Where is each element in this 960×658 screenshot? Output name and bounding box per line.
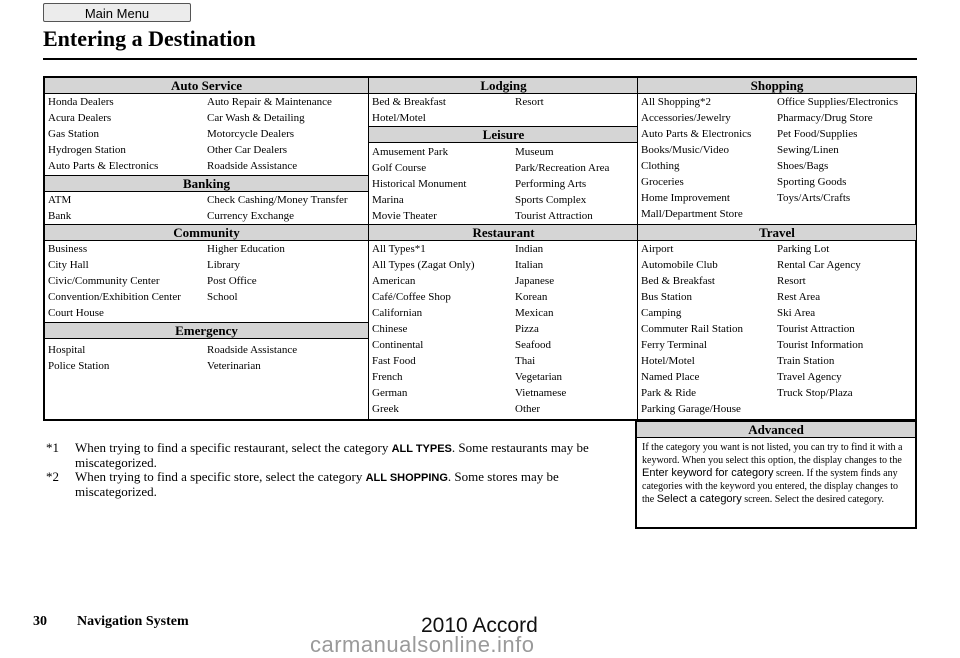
category-item: Resort: [777, 275, 806, 287]
footnote-text: . Some stores may be miscategorized.: [75, 469, 559, 499]
category-item: Hydrogen Station: [48, 144, 126, 156]
category-item: Veterinarian: [207, 360, 261, 372]
category-item: School: [207, 291, 238, 303]
category-item: Tourist Information: [777, 339, 864, 351]
header-banking: Banking: [45, 175, 368, 192]
category-item: Groceries: [641, 176, 684, 188]
category-item: Museum: [515, 146, 554, 158]
category-item: [204, 305, 368, 321]
category-item: Golf Course: [372, 162, 427, 174]
category-table: [43, 76, 917, 421]
category-item: Home Improvement: [641, 192, 730, 204]
category-item: Other Car Dealers: [207, 144, 288, 156]
category-item: All Shopping*2: [641, 96, 711, 108]
category-item: Bank: [48, 210, 72, 222]
category-item: [774, 401, 916, 417]
category-item: Fast Food: [372, 355, 416, 367]
category-item: Vietnamese: [515, 387, 567, 399]
header-travel: Travel: [638, 224, 916, 241]
footnote-text: . Some restaurants may be miscategorized.: [75, 440, 589, 470]
category-item: Ferry Terminal: [641, 339, 707, 351]
section-name: Navigation System: [77, 614, 189, 629]
category-item: Office Supplies/Electronics: [777, 96, 899, 108]
advanced-text-1: If the category you want is not listed, you can try to find it with a keyword. When you select this option, the display changes to the: [642, 442, 903, 466]
category-item: Ski Area: [777, 307, 816, 319]
category-item: City Hall: [48, 259, 89, 271]
footnote-text: When trying to find a specific store, select the category: [75, 469, 366, 484]
category-item: Post Office: [207, 275, 257, 287]
category-item: Motorcycle Dealers: [207, 128, 295, 140]
category-item: Resort: [515, 96, 544, 108]
category-item: Seafood: [515, 339, 552, 351]
category-item: [512, 110, 638, 126]
shopping-list: [638, 94, 916, 222]
advanced-box: [635, 421, 917, 529]
advanced-text-2: screen. If the system finds any categories with the keyword you entered, the display changes to the: [642, 468, 899, 505]
category-item: Named Place: [641, 371, 700, 383]
banking-list: [45, 192, 368, 224]
category-item: Honda Dealers: [48, 96, 114, 108]
category-item: Chinese: [372, 323, 408, 335]
leisure-list: [369, 144, 638, 224]
footnote-1: [46, 441, 634, 470]
header-auto-service: Auto Service: [45, 78, 368, 94]
category-item: Tourist Attraction: [777, 323, 855, 335]
category-item: Thai: [515, 355, 536, 367]
category-item: Vegetarian: [515, 371, 563, 383]
footnote-text: When trying to find a specific restaurant, select the category: [75, 440, 392, 455]
category-item: Airport: [641, 243, 674, 255]
category-item: [774, 206, 916, 222]
category-item: Accessories/Jewelry: [641, 112, 731, 124]
category-item: Pharmacy/Drug Store: [777, 112, 873, 124]
emergency-list: [45, 342, 368, 374]
category-item: Pizza: [515, 323, 539, 335]
category-item: German: [372, 387, 408, 399]
category-item: Civic/Community Center: [48, 275, 160, 287]
page-number: 30: [33, 614, 47, 629]
category-item: Car Wash & Detailing: [207, 112, 305, 124]
category-item: Business: [48, 243, 88, 255]
auto-service-list: [45, 94, 368, 174]
category-item: Japanese: [515, 275, 555, 287]
header-shopping: Shopping: [638, 78, 916, 94]
category-item: Rest Area: [777, 291, 821, 303]
category-item: Other: [515, 403, 541, 415]
community-list: [45, 241, 368, 321]
category-item: Hotel/Motel: [641, 355, 695, 367]
category-item: Police Station: [48, 360, 110, 372]
page-title: Entering a Destination: [43, 26, 256, 51]
category-item: Continental: [372, 339, 424, 351]
category-item: Hospital: [48, 344, 86, 356]
category-item: Hotel/Motel: [372, 112, 426, 124]
watermark-site: carmanualsonline.info: [310, 632, 535, 657]
category-item: Marina: [372, 194, 404, 206]
header-leisure: Leisure: [369, 126, 638, 143]
category-item: Truck Stop/Plaza: [777, 387, 853, 399]
advanced-text-3: screen. Select the desired category.: [741, 494, 885, 505]
footnote-marker: *2: [46, 469, 59, 484]
category-item: Sports Complex: [515, 194, 587, 206]
category-item: Sporting Goods: [777, 176, 847, 188]
category-item: Roadside Assistance: [207, 344, 298, 356]
category-item: All Types (Zagat Only): [372, 259, 475, 271]
category-item: Currency Exchange: [207, 210, 295, 222]
category-item: Gas Station: [48, 128, 100, 140]
category-item: Travel Agency: [777, 371, 842, 383]
category-item: Californian: [372, 307, 423, 319]
category-item: Tourist Attraction: [515, 210, 593, 222]
category-item: Check Cashing/Money Transfer: [207, 194, 348, 206]
header-advanced: Advanced: [637, 421, 915, 438]
column-1: [45, 78, 368, 419]
category-item: Italian: [515, 259, 544, 271]
category-item: Performing Arts: [515, 178, 587, 190]
footnotes: [46, 441, 634, 499]
category-item: Books/Music/Video: [641, 144, 729, 156]
category-item: Auto Parts & Electronics: [641, 128, 752, 140]
category-item: Indian: [515, 243, 544, 255]
column-2: [368, 78, 638, 419]
category-item: Historical Monument: [372, 178, 467, 190]
category-item: Korean: [515, 291, 548, 303]
category-item: Greek: [372, 403, 399, 415]
category-item: Amusement Park: [372, 146, 449, 158]
category-item: Camping: [641, 307, 682, 319]
category-item: Mall/Department Store: [641, 208, 743, 220]
travel-list: [638, 241, 916, 417]
main-menu-button[interactable]: Main Menu: [43, 3, 191, 22]
category-item: Court House: [48, 307, 104, 319]
category-item: Convention/Exhibition Center: [48, 291, 181, 303]
category-item: Auto Repair & Maintenance: [207, 96, 332, 108]
advanced-keyword-screen: Enter keyword for category: [642, 467, 774, 479]
category-item: American: [372, 275, 416, 287]
category-item: Rental Car Agency: [777, 259, 861, 271]
category-item: Bed & Breakfast: [372, 96, 446, 108]
footnote-keyword: ALL SHOPPING: [365, 472, 448, 484]
category-item: Parking Lot: [777, 243, 830, 255]
category-item: Shoes/Bags: [777, 160, 829, 172]
category-item: Bus Station: [641, 291, 693, 303]
category-item: Bed & Breakfast: [641, 275, 715, 287]
header-lodging: Lodging: [369, 78, 638, 94]
footnote-2: [46, 470, 634, 499]
category-item: French: [372, 371, 403, 383]
category-item: Clothing: [641, 160, 680, 172]
header-restaurant: Restaurant: [369, 224, 638, 241]
category-item: Commuter Rail Station: [641, 323, 744, 335]
category-item: Acura Dealers: [48, 112, 112, 124]
category-item: Mexican: [515, 307, 554, 319]
category-item: Library: [207, 259, 240, 271]
category-item: Auto Parts & Electronics: [48, 160, 159, 172]
category-item: Parking Garage/House: [641, 403, 741, 415]
header-community: Community: [45, 224, 368, 241]
category-item: Automobile Club: [641, 259, 718, 271]
category-item: ATM: [48, 194, 72, 206]
category-item: Sewing/Linen: [777, 144, 839, 156]
category-item: Higher Education: [207, 243, 285, 255]
header-emergency: Emergency: [45, 322, 368, 339]
advanced-select-screen: Select a category: [656, 493, 742, 505]
restaurant-list: [369, 241, 638, 417]
category-item: All Types*1: [372, 243, 426, 255]
footnote-marker: *1: [46, 440, 59, 455]
category-item: Park/Recreation Area: [515, 162, 610, 174]
category-item: Park & Ride: [641, 387, 696, 399]
title-divider: [43, 58, 917, 60]
category-item: Café/Coffee Shop: [372, 291, 451, 303]
watermark-model: 2010 Accord: [421, 614, 538, 637]
category-item: Toys/Arts/Crafts: [777, 192, 851, 204]
category-item: Train Station: [777, 355, 835, 367]
category-item: Movie Theater: [372, 210, 437, 222]
column-3: [637, 78, 916, 419]
advanced-description: [642, 441, 911, 506]
lodging-list: [369, 94, 638, 126]
footnote-keyword: ALL TYPES: [391, 443, 452, 455]
category-item: Roadside Assistance: [207, 160, 298, 172]
category-item: Pet Food/Supplies: [777, 128, 858, 140]
